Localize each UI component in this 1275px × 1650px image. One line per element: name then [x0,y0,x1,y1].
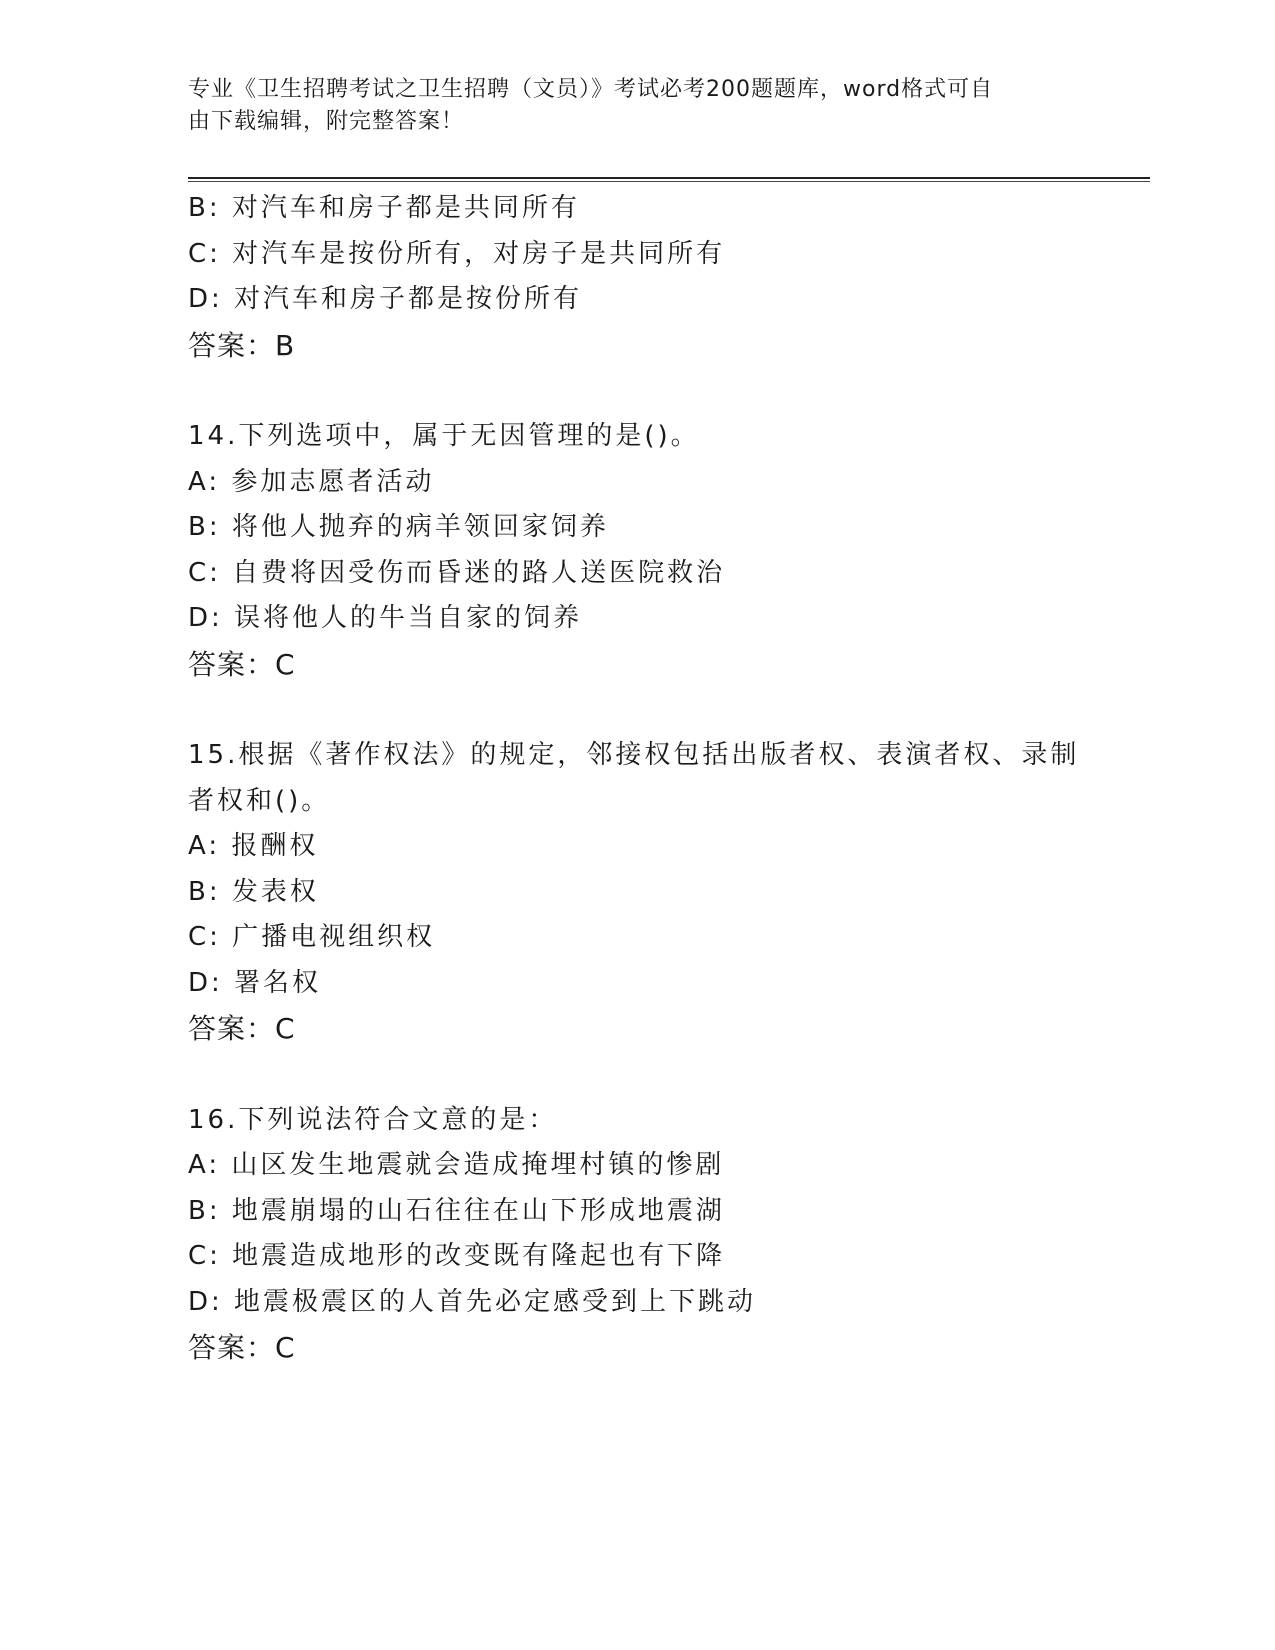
option-d: D: 地震极震区的人首先必定感受到上下跳动 [188,1286,757,1317]
spacer [188,1052,1088,1098]
question-title-line-2: 者权和()。 [188,785,331,816]
question-list [188,186,1088,1371]
question-14 [188,414,1088,687]
header-line-1: 专业《卫生招聘考试之卫生招聘（文员）》考试必考200题题库，word格式可自 [188,77,994,102]
header-line-2: 由下载编辑，附完整答案！ [188,109,465,134]
option-a: A: 山区发生地震就会造成掩埋村镇的惨剧 [188,1150,725,1180]
answer-line: 答案：B [188,328,296,362]
option-a: A: 参加志愿者活动 [188,466,435,497]
question-16 [188,1098,1088,1371]
option-b: B: 对汽车和房子都是共同所有 [188,193,580,223]
option-c: C: 自费将因受伤而昏迷的路人送医院救治 [188,557,726,588]
spacer [188,368,1088,414]
question-title-line-1: 15.根据《著作权法》的规定，邻接权包括出版者权、表演者权、录制 [188,740,1080,770]
option-d: D: 对汽车和房子都是按份所有 [188,284,583,314]
option-d: D: 误将他人的牛当自家的饲养 [188,603,583,633]
document-header [188,74,1068,138]
header-divider-thick [188,177,1150,179]
spacer [188,687,1088,733]
option-a: A: 报酬权 [188,831,319,861]
option-c: C: 对汽车是按份所有，对房子是共同所有 [188,238,726,269]
option-b: B: 将他人抛弃的病羊领回家饲养 [188,512,609,542]
option-c: C: 地震造成地形的改变既有隆起也有下降 [188,1241,726,1271]
question-title: 16.下列说法符合文意的是： [188,1104,558,1135]
question-title: 14.下列选项中，属于无因管理的是()。 [188,421,700,451]
option-b: B: 发表权 [188,876,319,907]
option-d: D: 署名权 [188,967,322,998]
question-15 [188,733,1088,1052]
option-b: B: 地震崩塌的山石往往在山下形成地震湖 [188,1195,725,1226]
answer-line: 答案：C [188,647,296,681]
answer-line: 答案：C [188,1012,296,1045]
header-divider-thin [188,181,1150,182]
answer-line: 答案：C [188,1331,296,1364]
option-c: C: 广播电视组织权 [188,922,436,952]
question-13-tail [188,186,1088,368]
